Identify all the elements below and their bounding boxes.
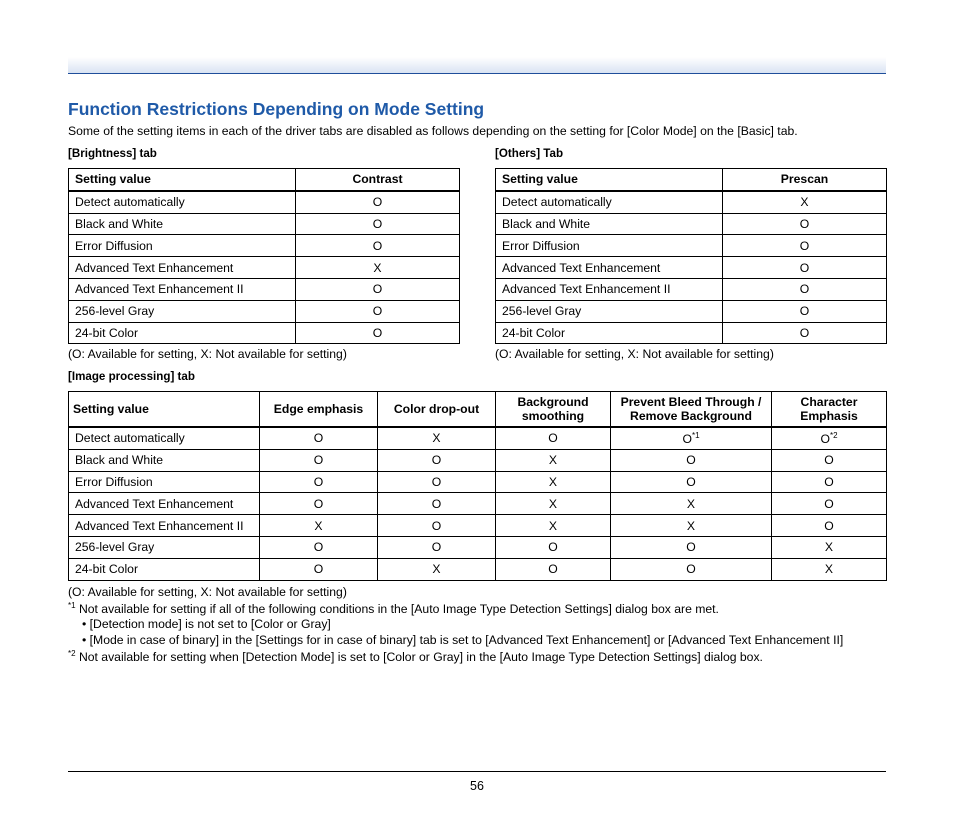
- cell-text: O: [313, 540, 324, 555]
- cell-text: O: [431, 474, 442, 489]
- cell-text: O: [686, 474, 696, 489]
- setting-value-cell: [69, 235, 296, 257]
- cell-text: X: [548, 518, 558, 533]
- cell-text: O: [548, 562, 558, 577]
- table-row: [496, 257, 887, 279]
- footnote-2: [68, 649, 763, 664]
- setting-value-cell: [69, 558, 260, 580]
- footnote-mark: *1: [691, 430, 700, 440]
- setting-value-cell: [69, 191, 296, 213]
- cell-text: Error Diffusion: [502, 238, 580, 253]
- header-cell: Character Emphasis: [772, 392, 887, 428]
- availability-cell: [296, 235, 460, 257]
- availability-cell: [296, 300, 460, 322]
- header-cell: Prevent Bleed Through / Remove Background: [611, 392, 772, 428]
- image-processing-table: [68, 391, 887, 581]
- header-band: [68, 57, 886, 74]
- availability-cell: [496, 558, 611, 580]
- table-row: [69, 515, 887, 537]
- cell-text: Advanced Text Enhancement: [75, 496, 234, 511]
- availability-cell: [496, 449, 611, 471]
- availability-cell: [378, 471, 496, 493]
- cell-text: X: [824, 540, 834, 555]
- footnote-1-text: Not available for setting if all of the following conditions in the [Auto Image Type Detection Settings] dialog box are met.: [75, 602, 719, 617]
- availability-cell: [378, 515, 496, 537]
- footnote-1-bullet-2: • [Mode in case of binary] in the [Settings for in case of binary] tab is set to [Advanced Text Enhancement] or [Advanced Text Enhancement II]: [82, 633, 844, 647]
- availability-cell: [378, 558, 496, 580]
- setting-value-cell: [69, 449, 260, 471]
- cell-text: Error Diffusion: [75, 238, 153, 253]
- cell-text: 256-level Gray: [75, 304, 155, 319]
- table-row: [69, 322, 460, 344]
- table-row: [69, 558, 887, 580]
- table-header-row: [69, 392, 887, 428]
- cell-text: O: [820, 431, 830, 446]
- availability-cell: [772, 427, 887, 449]
- cell-text: O: [686, 562, 696, 577]
- table-row: [69, 278, 460, 300]
- setting-value-cell: [69, 471, 260, 493]
- cell-text: Detect automatically: [75, 431, 185, 446]
- cell-text: O: [548, 540, 558, 555]
- cell-text: O: [548, 431, 558, 446]
- availability-cell: [611, 449, 772, 471]
- availability-cell: [772, 515, 887, 537]
- availability-cell: [772, 536, 887, 558]
- header-cell: Contrast: [296, 169, 460, 191]
- table-row: [496, 300, 887, 322]
- setting-value-cell: [69, 536, 260, 558]
- availability-cell: [496, 515, 611, 537]
- availability-cell: [772, 493, 887, 515]
- cell-text: O: [799, 282, 810, 297]
- availability-cell: [260, 558, 378, 580]
- availability-cell: [723, 257, 887, 279]
- table-row: [69, 449, 887, 471]
- table-row: [69, 493, 887, 515]
- cell-text: X: [432, 431, 441, 446]
- availability-cell: [496, 427, 611, 449]
- setting-value-cell: [69, 257, 296, 279]
- image-legend-note: (O: Available for setting, X: Not available for setting): [68, 585, 347, 599]
- availability-cell: [611, 515, 772, 537]
- setting-value-cell: [69, 213, 296, 235]
- brightness-tab-label: [Brightness] tab: [68, 147, 157, 160]
- footnote-mark: *2: [829, 430, 838, 440]
- cell-text: Detect automatically: [75, 195, 185, 210]
- table-row: [69, 427, 887, 449]
- setting-value-cell: [69, 278, 296, 300]
- cell-text: Detect automatically: [502, 195, 612, 210]
- cell-text: O: [372, 325, 383, 340]
- availability-cell: [260, 449, 378, 471]
- availability-cell: [772, 558, 887, 580]
- availability-cell: [496, 493, 611, 515]
- header-cell: Background smoothing: [496, 392, 611, 428]
- cell-text: X: [314, 518, 323, 533]
- cell-text: 24-bit Color: [75, 325, 138, 340]
- availability-cell: [611, 471, 772, 493]
- setting-value-cell: [496, 300, 723, 322]
- cell-text: X: [548, 474, 558, 489]
- header-cell: Edge emphasis: [260, 392, 378, 428]
- availability-cell: [260, 515, 378, 537]
- availability-cell: [296, 278, 460, 300]
- setting-value-cell: [69, 300, 296, 322]
- cell-text: O: [431, 540, 442, 555]
- cell-text: O: [824, 518, 834, 533]
- table-row: [496, 191, 887, 213]
- cell-text: O: [313, 453, 324, 468]
- cell-text: O: [824, 496, 834, 511]
- availability-cell: [723, 235, 887, 257]
- availability-cell: [378, 536, 496, 558]
- cell-text: Black and White: [502, 216, 591, 231]
- cell-text: O: [799, 304, 810, 319]
- cell-text: O: [431, 453, 442, 468]
- brightness-table: [68, 168, 460, 344]
- availability-cell: [296, 257, 460, 279]
- setting-value-cell: [69, 493, 260, 515]
- page-title: Function Restrictions Depending on Mode Setting: [68, 99, 485, 119]
- others-legend-note: (O: Available for setting, X: Not available for setting): [495, 347, 774, 361]
- cell-text: O: [686, 453, 696, 468]
- table-row: [69, 536, 887, 558]
- setting-value-cell: [496, 257, 723, 279]
- table-row: [69, 213, 460, 235]
- cell-text: X: [432, 562, 441, 577]
- cell-text: O: [431, 496, 442, 511]
- setting-value-cell: [496, 213, 723, 235]
- cell-text: 24-bit Color: [502, 325, 565, 340]
- cell-text: Advanced Text Enhancement: [502, 260, 661, 275]
- cell-text: O: [682, 431, 692, 446]
- cell-text: O: [372, 282, 383, 297]
- availability-cell: [260, 493, 378, 515]
- cell-text: X: [373, 260, 382, 275]
- availability-cell: [296, 191, 460, 213]
- cell-text: O: [372, 216, 383, 231]
- cell-text: 256-level Gray: [75, 540, 155, 555]
- table-row: [496, 278, 887, 300]
- footnote-1-mark: *1: [68, 601, 76, 610]
- availability-cell: [296, 213, 460, 235]
- page-number: 56: [470, 779, 484, 793]
- cell-text: 256-level Gray: [502, 304, 582, 319]
- cell-text: X: [800, 195, 809, 210]
- header-cell: Color drop-out: [378, 392, 496, 428]
- brightness-legend-note: (O: Available for setting, X: Not available for setting): [68, 347, 347, 361]
- header-cell: Prescan: [723, 169, 887, 191]
- cell-text: O: [313, 562, 324, 577]
- cell-text: X: [686, 496, 696, 511]
- table-row: [69, 300, 460, 322]
- availability-cell: [378, 449, 496, 471]
- table-row: [69, 191, 460, 213]
- availability-cell: [496, 536, 611, 558]
- footnote-1: [68, 601, 719, 616]
- cell-text: Error Diffusion: [75, 474, 153, 489]
- availability-cell: [611, 536, 772, 558]
- cell-text: O: [313, 496, 324, 511]
- availability-cell: [723, 213, 887, 235]
- table-header-row: [69, 169, 460, 191]
- image-processing-tab-label: [Image processing] tab: [68, 370, 195, 383]
- cell-text: X: [548, 453, 558, 468]
- cell-text: 24-bit Color: [75, 562, 138, 577]
- availability-cell: [723, 322, 887, 344]
- cell-text: O: [372, 238, 383, 253]
- cell-text: Black and White: [75, 453, 164, 468]
- availability-cell: [611, 427, 772, 449]
- availability-cell: [723, 300, 887, 322]
- cell-text: Advanced Text Enhancement II: [75, 518, 244, 533]
- table-header-row: [496, 169, 887, 191]
- cell-text: O: [372, 195, 383, 210]
- availability-cell: [723, 278, 887, 300]
- intro-text: Some of the setting items in each of the driver tabs are disabled as follows depending on the setting for [Color Mode] on the [Basic] tab.: [68, 124, 798, 138]
- availability-cell: [611, 558, 772, 580]
- cell-text: Advanced Text Enhancement II: [75, 282, 244, 297]
- header-cell: Setting value: [69, 169, 296, 191]
- table-row: [496, 235, 887, 257]
- setting-value-cell: [496, 322, 723, 344]
- footnote-2-text: Not available for setting when [Detection Mode] is set to [Color or Gray] in the [Auto Image Type Detection Settings] dialog box.: [75, 650, 763, 665]
- table-row: [69, 235, 460, 257]
- setting-value-cell: [69, 427, 260, 449]
- cell-text: Black and White: [75, 216, 164, 231]
- table-row: [496, 322, 887, 344]
- availability-cell: [378, 427, 496, 449]
- header-cell: Setting value: [69, 392, 260, 428]
- cell-text: O: [824, 474, 834, 489]
- setting-value-cell: [69, 515, 260, 537]
- availability-cell: [723, 191, 887, 213]
- footnote-1-bullet-1: • [Detection mode] is not set to [Color or Gray]: [82, 617, 331, 631]
- cell-text: O: [686, 540, 696, 555]
- availability-cell: [496, 471, 611, 493]
- cell-text: O: [799, 216, 810, 231]
- availability-cell: [260, 427, 378, 449]
- cell-text: O: [824, 453, 834, 468]
- cell-text: O: [313, 431, 324, 446]
- cell-text: X: [686, 518, 696, 533]
- cell-text: O: [799, 325, 810, 340]
- others-table: [495, 168, 887, 344]
- availability-cell: [260, 471, 378, 493]
- setting-value-cell: [69, 322, 296, 344]
- header-cell: Setting value: [496, 169, 723, 191]
- footnote-2-mark: *2: [68, 649, 76, 658]
- table-row: [69, 257, 460, 279]
- cell-text: O: [799, 238, 810, 253]
- availability-cell: [772, 471, 887, 493]
- cell-text: O: [799, 260, 810, 275]
- table-row: [496, 213, 887, 235]
- cell-text: X: [548, 496, 558, 511]
- availability-cell: [611, 493, 772, 515]
- cell-text: X: [824, 562, 834, 577]
- availability-cell: [260, 536, 378, 558]
- setting-value-cell: [496, 235, 723, 257]
- cell-text: Advanced Text Enhancement: [75, 260, 234, 275]
- cell-text: Advanced Text Enhancement II: [502, 282, 671, 297]
- availability-cell: [772, 449, 887, 471]
- others-tab-label: [Others] Tab: [495, 147, 564, 160]
- setting-value-cell: [496, 278, 723, 300]
- footer-divider: [68, 771, 886, 772]
- cell-text: O: [431, 518, 442, 533]
- setting-value-cell: [496, 191, 723, 213]
- table-row: [69, 471, 887, 493]
- cell-text: O: [313, 474, 324, 489]
- availability-cell: [296, 322, 460, 344]
- cell-text: O: [372, 304, 383, 319]
- availability-cell: [378, 493, 496, 515]
